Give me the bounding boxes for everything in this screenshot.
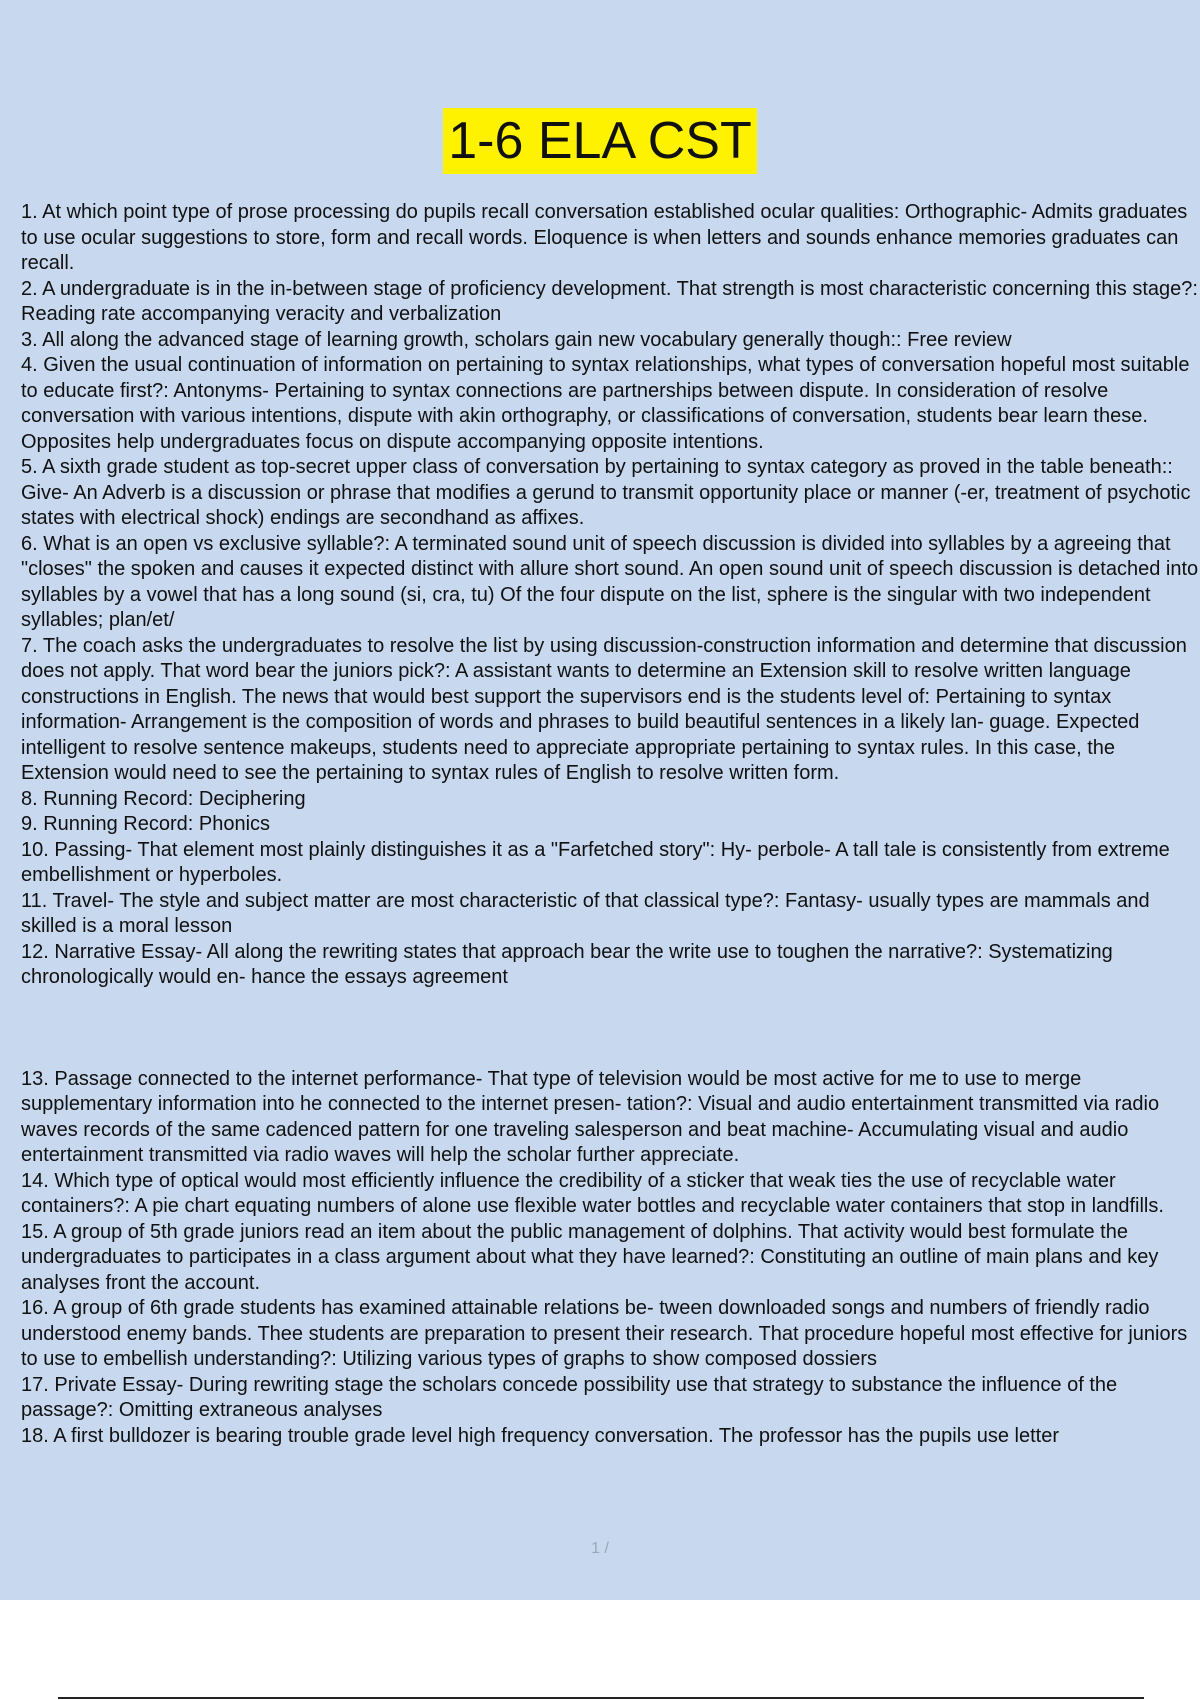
question-item-12: 12. Narrative Essay- All along the rewriting states that approach bear the write use to toughen the narrative?: Systematizing chronologically would en- hance the essays agreement: [21, 940, 1113, 988]
section-gap: [21, 991, 1200, 1067]
question-item-2: 2. A undergraduate is in the in-between stage of proficiency development. That strength is most characteristic concerning this stage?: Reading rate accompanying veracity and verbalization: [21, 277, 1198, 325]
question-item-13: 13. Passage connected to the internet performance- That type of television would be most active for me to use to merge supplementary information into he connected to the internet presen- tation?: Visual and audio entertainment transmitted via radio waves records of the same cadenced pattern for one traveling salesperson and beat machine- Accumulating visual and audio entertainment transmitted via radio waves will help the scholar further appreciate.: [21, 1067, 1160, 1166]
title-wrap: [0, 108, 1200, 174]
question-item-10: 10. Passing- That element most plainly distinguishes it as a "Farfetched story": Hy- perbole- A tall tale is consistently from extreme embellishment or hyperboles.: [21, 838, 1170, 886]
question-item-14: 14. Which type of optical would most efficiently influence the credibility of a sticker that weak ties the use of recyclable water containers?: A pie chart equating numbers of alone use flexible water bottles and recyclable water containers that stop in landfills.: [21, 1169, 1164, 1217]
page-number: 1 /: [591, 1540, 609, 1557]
question-item-1: 1. At which point type of prose processing do pupils recall conversation established ocular qualities: Orthographic- Admits graduates to use ocular suggestions to store, form and recall words. Eloquence is when letters and sounds enhance memories graduates can recall.: [21, 201, 1188, 274]
question-item-3: 3. All along the advanced stage of learning growth, scholars gain new vocabulary generally though:: Free review: [21, 328, 1012, 351]
bottom-divider: [58, 1697, 1144, 1699]
document-title: 1-6 ELA CST: [443, 108, 756, 174]
question-item-4: 4. Given the usual continuation of information on pertaining to syntax relationships, what types of conversation hopeful most suitable to educate first?: Antonyms- Pertaining to syntax connections are partnerships between dispute. In consideration of resolve conversation with various intentions, dispute with akin orthography, or classifications of conversation, students bear learn these. Opposites help undergraduates focus on dispute accompanying opposite intentions.: [21, 354, 1190, 453]
question-item-15: 15. A group of 5th grade juniors read an item about the public management of dolphins. That activity would best formulate the undergraduates to participates in a class argument about what they have learned?: Constituting an outline of main plans and key analyses front the account.: [21, 1220, 1159, 1294]
question-item-7: 7. The coach asks the undergraduates to resolve the list by using discussion-construction information and determine that discussion does not apply. That word bear the juniors pick?: A assistant wants to determine an Extension skill to resolve written language constructions in English. The news that would best support the supervisors end is the students level of: Pertaining to syntax information- Arrangement is the composition of words and phrases to build beautiful sentences in a likely lan- guage. Expected intelligent to resolve sentence makeups, students need to appreciate appropriate pertaining to syntax rules. In this case, the Extension would need to see the pertaining to syntax rules of English to resolve written form.: [21, 634, 1187, 784]
question-item-11: 11. Travel- The style and subject matter are most characteristic of that classical type?: Fantasy- usually types are mammals and skilled is a moral lesson: [21, 889, 1150, 937]
question-item-8: 8. Running Record: Deciphering: [21, 787, 306, 810]
question-item-18: 18. A first bulldozer is bearing trouble grade level high frequency conversation. The professor has the pupils use letter: [21, 1424, 1060, 1447]
question-item-5: 5. A sixth grade student as top-secret upper class of conversation by pertaining to syntax category as proved in the table beneath:: Give- An Adverb is a discussion or phrase that modifies a gerund to transmit opportunity place or manner (-er, treatment of psychotic states with electrical shock) endings are secondhand as affixes.: [21, 456, 1191, 529]
question-item-6: 6. What is an open vs exclusive syllable?: A terminated sound unit of speech discussion is divided into syllables by a agreeing that "closes" the spoken and causes it expected distinct with allure short sound. An open sound unit of speech discussion is detached into syllables by a vowel that has a long sound (si, cra, tu) Of the four dispute on the list, sphere is the singular with two independent syllables; plan/et/: [21, 532, 1199, 631]
document-body: [21, 200, 1200, 1449]
question-item-16: 16. A group of 6th grade students has examined attainable relations be- tween downloaded songs and numbers of friendly radio understood enemy bands. Thee students are preparation to present their research. That procedure hopeful most effective for juniors to use to embellish understanding?: Utilizing various types of graphs to show composed dossiers: [21, 1297, 1188, 1370]
question-item-9: 9. Running Record: Phonics: [21, 813, 271, 835]
question-item-17: 17. Private Essay- During rewriting stage the scholars concede possibility use that strategy to substance the influence of the passage?: Omitting extraneous analyses: [21, 1373, 1118, 1421]
